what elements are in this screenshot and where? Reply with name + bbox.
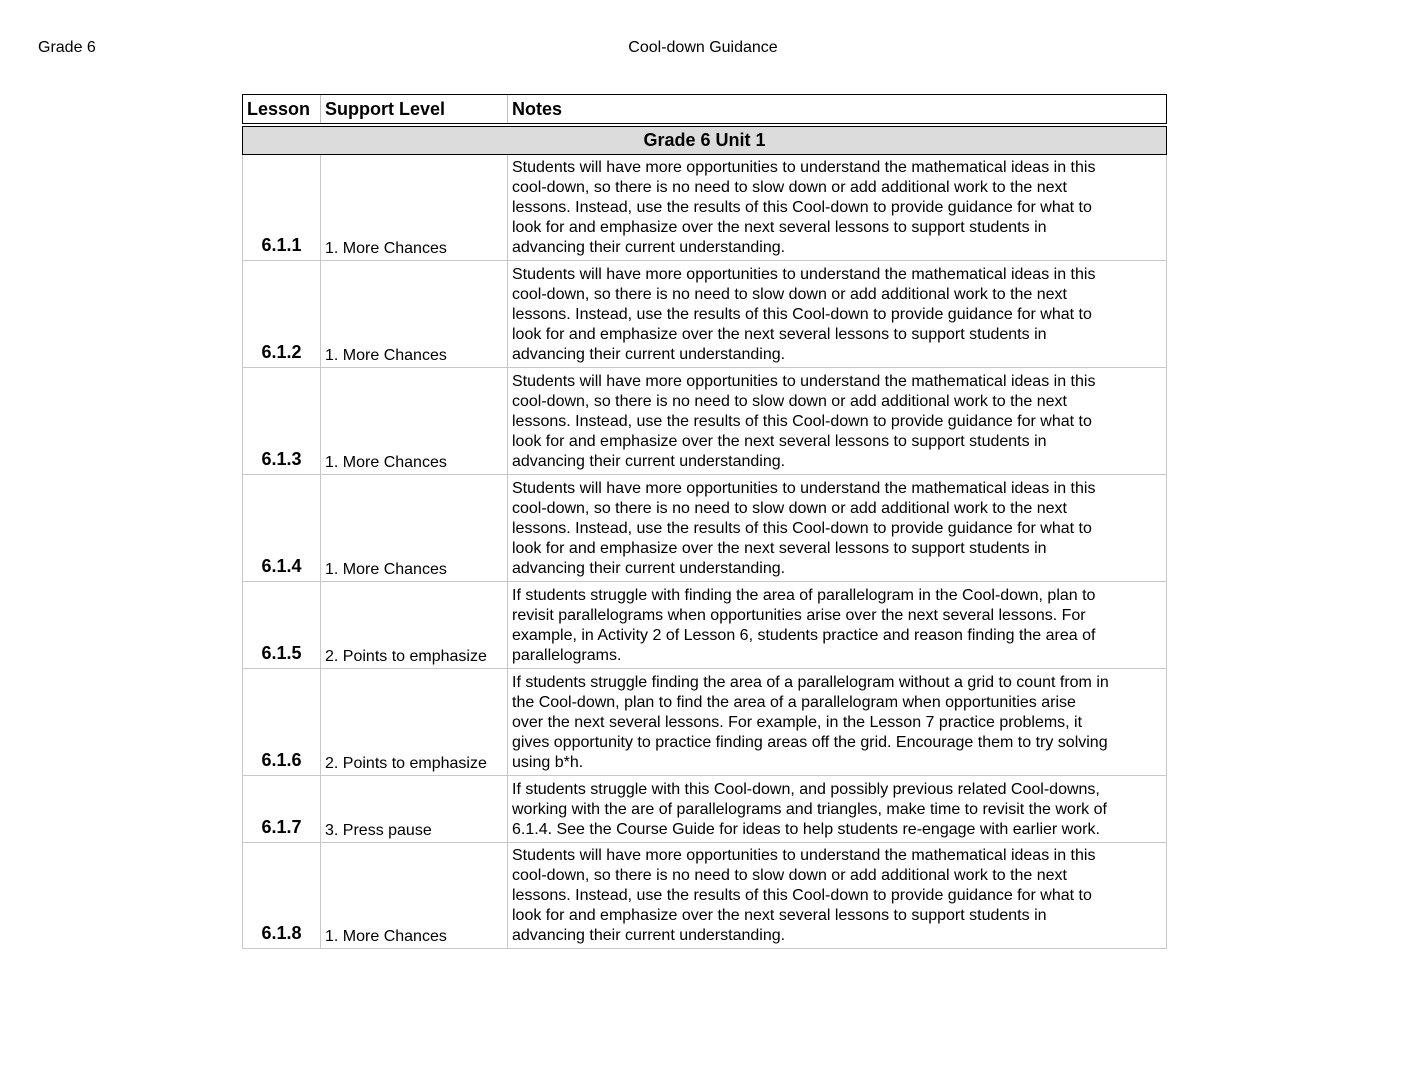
lesson-number: 6.1.8 [243,843,321,948]
notes-text: Students will have more opportunities to understand the mathematical ideas in this cool-down, so there is no need to slow down or add additional work to the next lessons. Instead, use the results of this Cool-down to provide guidance for what to look for and emphasize over the next several lessons to support students in advancing their current understanding. [512,266,1096,363]
grade-label: Grade 6 [38,39,96,56]
table-row [243,776,1166,843]
guidance-table-body [242,155,1167,949]
notes-text: If students struggle with finding the area of parallelogram in the Cool-down, plan to revisit parallelograms when opportunities arise over the next several lessons. For example, in Activity 2 of Lesson 6, students practice and reason finding the area of parallelograms. [512,587,1096,664]
table-row [243,475,1166,582]
table-row [243,261,1166,368]
support-level: 1. More Chances [321,843,508,948]
support-level: 1. More Chances [321,155,508,260]
page-title: Cool-down Guidance [628,39,778,56]
column-header-lesson: Lesson [243,95,321,123]
table-header-row [242,94,1167,124]
table-row [243,669,1166,776]
column-header-support-level: Support Level [321,95,508,123]
support-level: 2. Points to emphasize [321,669,508,775]
lesson-number: 6.1.5 [243,582,321,668]
support-level: 3. Press pause [321,776,508,842]
support-level: 1. More Chances [321,368,508,474]
table-row [243,582,1166,669]
notes-text: If students struggle finding the area of a parallelogram without a grid to count from in the Cool-down, plan to find the area of a parallelogram when opportunities arise over the next several lessons. For example, in the Lesson 7 practice problems, it gives opportunity to practice finding areas off the grid. Encourage them to try solving using b*h. [512,674,1109,771]
lesson-number: 6.1.1 [243,155,321,260]
lesson-number: 6.1.4 [243,475,321,581]
lesson-number: 6.1.6 [243,669,321,775]
lesson-number: 6.1.7 [243,776,321,842]
unit-title-band: Grade 6 Unit 1 [242,126,1167,155]
lesson-number: 6.1.3 [243,368,321,474]
notes-text: Students will have more opportunities to understand the mathematical ideas in this cool-down, so there is no need to slow down or add additional work to the next lessons. Instead, use the results of this Cool-down to provide guidance for what to look for and emphasize over the next several lessons to support students in advancing their current understanding. [512,847,1096,944]
table-row [243,155,1166,261]
notes-text: If students struggle with this Cool-down, and possibly previous related Cool-downs, working with the are of parallelograms and triangles, make time to revisit the work of 6.1.4. See the Course Guide for ideas to help students re-engage with earlier work. [512,781,1107,838]
notes-text: Students will have more opportunities to understand the mathematical ideas in this cool-down, so there is no need to slow down or add additional work to the next lessons. Instead, use the results of this Cool-down to provide guidance for what to look for and emphasize over the next several lessons to support students in advancing their current understanding. [512,159,1096,256]
column-header-notes: Notes [512,98,563,119]
table-row [243,843,1166,949]
table-row [243,368,1166,475]
support-level: 2. Points to emphasize [321,582,508,668]
support-level: 1. More Chances [321,261,508,367]
notes-text: Students will have more opportunities to understand the mathematical ideas in this cool-down, so there is no need to slow down or add additional work to the next lessons. Instead, use the results of this Cool-down to provide guidance for what to look for and emphasize over the next several lessons to support students in advancing their current understanding. [512,480,1096,577]
support-level: 1. More Chances [321,475,508,581]
lesson-number: 6.1.2 [243,261,321,367]
notes-text: Students will have more opportunities to understand the mathematical ideas in this cool-down, so there is no need to slow down or add additional work to the next lessons. Instead, use the results of this Cool-down to provide guidance for what to look for and emphasize over the next several lessons to support students in advancing their current understanding. [512,373,1096,470]
